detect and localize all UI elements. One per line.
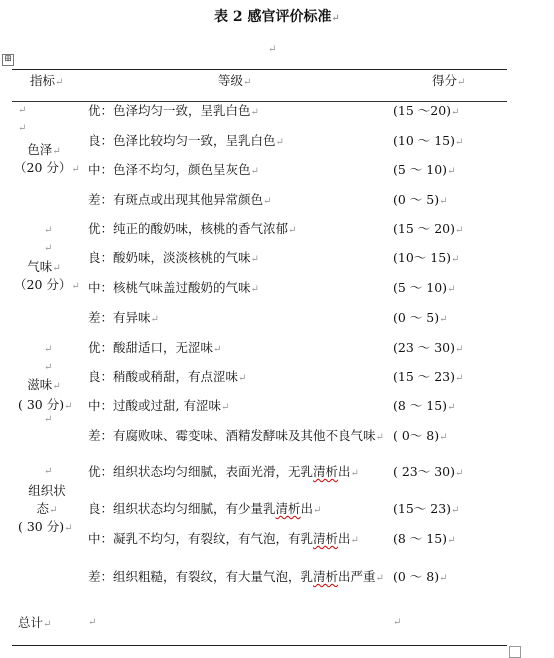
paragraph-mark: ↵ xyxy=(44,344,53,355)
grade-cell: 良：稍酸或稍甜，有点涩味↵ xyxy=(88,369,247,384)
grade-cell: 优：色泽均匀一致，呈乳白色↵ xyxy=(88,103,259,118)
paragraph-mark: ↵ xyxy=(18,123,27,134)
score-cell: ( 0～ 8)↵ xyxy=(393,428,448,443)
grade-cell: 良：酸奶味，淡淡核桃的气味↵ xyxy=(88,250,259,265)
grade-cell: 优：酸甜适口，无涩味↵ xyxy=(88,340,222,355)
paragraph-mark: ↵ xyxy=(18,105,27,116)
score-cell: ( 23～ 30)↵ xyxy=(393,464,464,479)
table-title: 表 2 感官评价标准↵ xyxy=(214,9,340,25)
table-move-handle[interactable]: ⊞ xyxy=(2,54,14,66)
score-cell: (23 ～ 30)↵ xyxy=(393,340,464,355)
paragraph-mark: ↵ xyxy=(393,617,402,628)
score-cell: (5 ～ 10)↵ xyxy=(393,162,456,177)
indicator-label: 组织状 xyxy=(28,483,66,498)
indicator-points: ( 30 分)↵ xyxy=(18,397,73,412)
table-top-rule xyxy=(12,69,507,70)
grade-cell: 中：凝乳不均匀，有裂纹，有气泡，有乳清析出↵ xyxy=(88,531,359,546)
score-cell: (10 ～ 15)↵ xyxy=(393,133,464,148)
indicator-points: （20 分）↵ xyxy=(14,277,80,292)
score-cell: (15 ～ 20)↵ xyxy=(393,221,464,236)
paragraph-mark: ↵ xyxy=(44,225,53,236)
score-cell: (15 ～ 23)↵ xyxy=(393,369,464,384)
header-grade: 等级↵ xyxy=(218,73,252,88)
score-cell: (0 ～ 8)↵ xyxy=(393,569,448,584)
grade-cell: 差：有腐败味、霉变味、酒精发酵味及其他不良气味↵ xyxy=(88,428,384,443)
score-cell: (8 ～ 15)↵ xyxy=(393,398,456,413)
paragraph-mark: ↵ xyxy=(44,414,53,425)
score-cell: (10～ 15)↵ xyxy=(393,250,460,265)
indicator-points: （20 分）↵ xyxy=(14,160,80,175)
score-cell: (5 ～ 10)↵ xyxy=(393,280,456,295)
indicator-points: ( 30 分)↵ xyxy=(18,519,73,534)
grade-cell: 良：组织状态均匀细腻，有少量乳清析出↵ xyxy=(88,501,322,516)
indicator-label: 色泽↵ xyxy=(27,142,61,157)
total-label: 总计↵ xyxy=(18,615,52,630)
paragraph-mark: ↵ xyxy=(88,617,97,628)
grade-cell: 差：有斑点或出现其他异常颜色↵ xyxy=(88,192,272,207)
grade-cell: 中：核桃气味盖过酸奶的气味↵ xyxy=(88,280,259,295)
indicator-label-cont: 态↵ xyxy=(36,501,58,516)
grade-cell: 差：有异味↵ xyxy=(88,310,159,325)
grade-cell: 中：色泽不均匀，颜色呈灰色↵ xyxy=(88,162,259,177)
header-score: 得分↵ xyxy=(432,73,466,88)
table-bottom-rule xyxy=(12,645,507,646)
score-cell: (15 ～20)↵ xyxy=(393,103,460,118)
indicator-label: 气味↵ xyxy=(27,259,61,274)
grade-cell: 良：色泽比较均匀一致，呈乳白色↵ xyxy=(88,133,284,148)
grade-cell: 优：纯正的酸奶味，核桃的香气浓郁↵ xyxy=(88,221,297,236)
paragraph-mark: ↵ xyxy=(268,44,277,55)
score-cell: (0 ～ 5)↵ xyxy=(393,310,448,325)
grade-cell: 优：组织状态均匀细腻，表面光滑，无乳清析出↵ xyxy=(88,464,359,479)
score-cell: (15～ 23)↵ xyxy=(393,501,460,516)
score-cell: (0 ～ 5)↵ xyxy=(393,192,448,207)
grade-cell: 中：过酸或过甜, 有涩味↵ xyxy=(88,398,230,413)
paragraph-mark: ↵ xyxy=(44,243,53,254)
grade-cell: 差：组织粗糙，有裂纹，有大量气泡，乳清析出严重↵ xyxy=(88,569,384,584)
header-indicator: 指标↵ xyxy=(30,73,64,88)
paragraph-mark: ↵ xyxy=(44,466,53,477)
score-cell: (8 ～ 15)↵ xyxy=(393,531,456,546)
paragraph-mark: ↵ xyxy=(44,362,53,373)
table-resize-handle[interactable] xyxy=(509,646,521,658)
indicator-label: 滋味↵ xyxy=(27,377,61,392)
